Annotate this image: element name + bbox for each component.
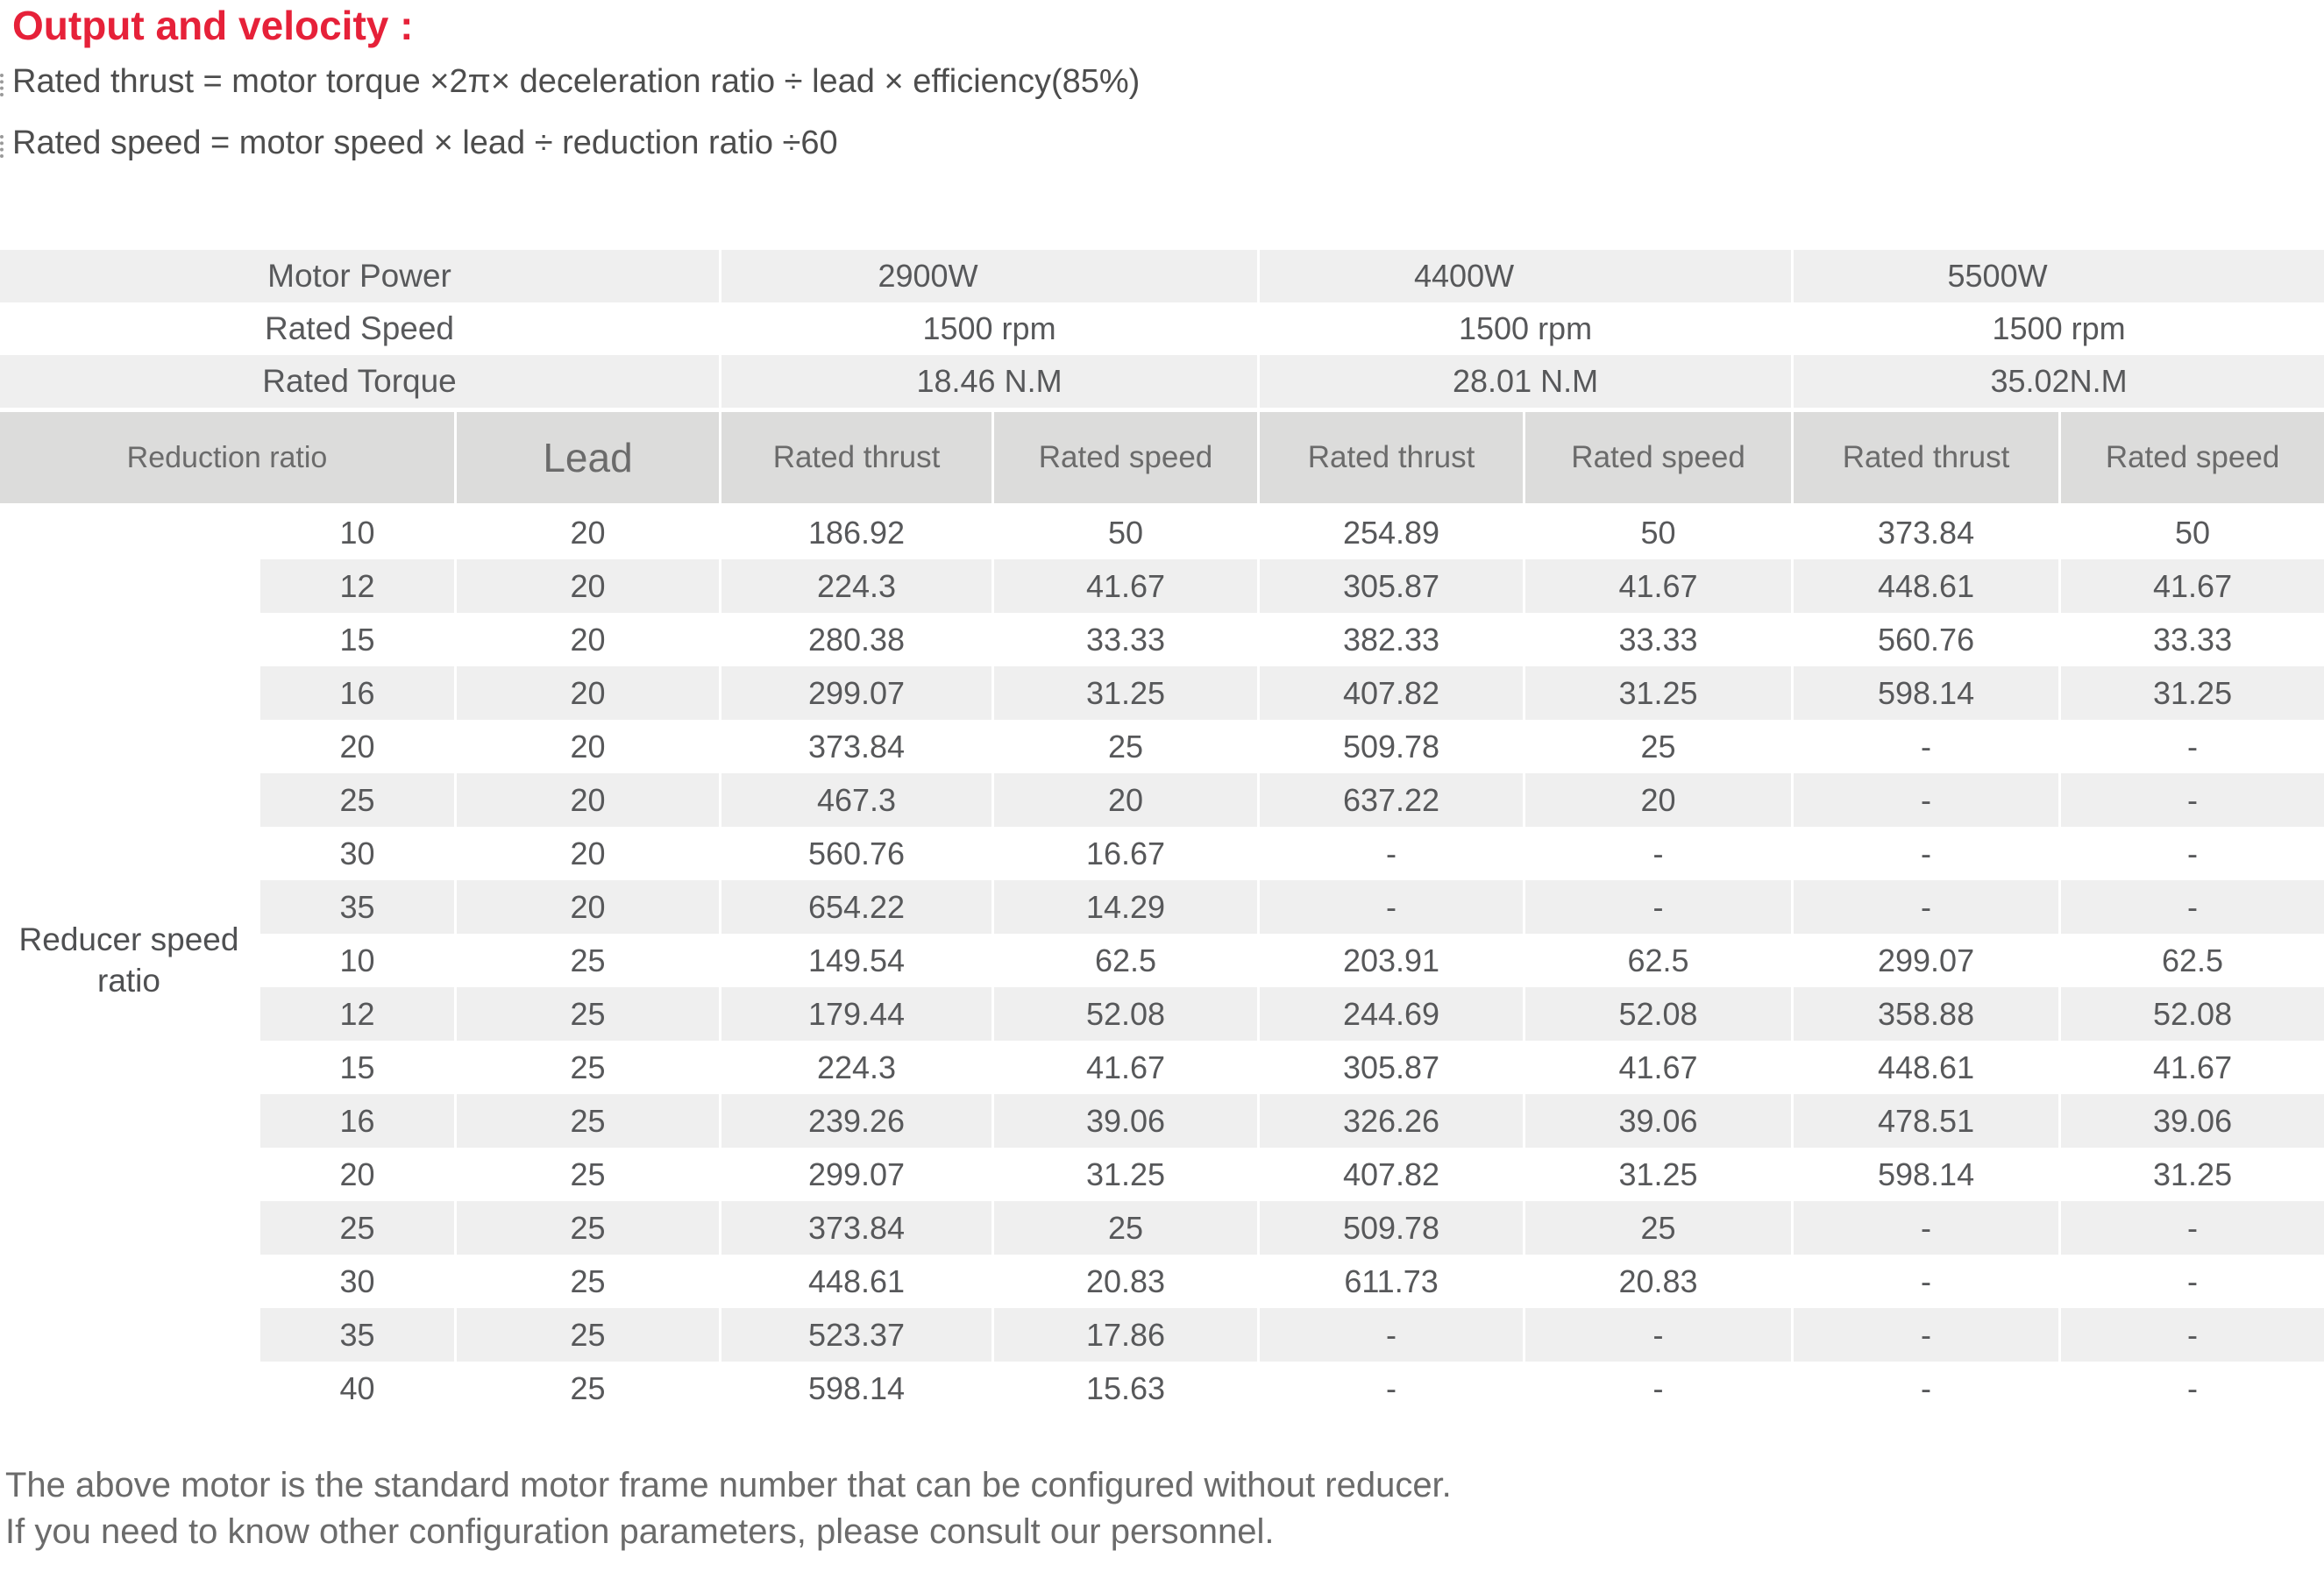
table-cell: 40: [260, 1362, 457, 1415]
table-cell: 14.29: [994, 880, 1260, 934]
table-cell: 50: [1525, 506, 1794, 559]
table-cell: 25: [457, 1201, 721, 1255]
header-rated-thrust: Rated thrust: [1260, 408, 1525, 506]
table-row: [0, 987, 2324, 1041]
row-group-label: Reducer speed ratio: [0, 506, 260, 1415]
header-rated-speed: Rated speed: [994, 408, 1260, 506]
table-cell: 20: [457, 720, 721, 773]
table-row: [0, 559, 2324, 613]
table-cell: 373.84: [721, 1201, 994, 1255]
table-cell: 31.25: [1525, 1148, 1794, 1201]
table-row: [0, 773, 2324, 827]
table-cell: 31.25: [994, 666, 1260, 720]
table-cell: 382.33: [1260, 613, 1525, 666]
table-cell: 16: [260, 1094, 457, 1148]
table-cell: 35: [260, 1308, 457, 1362]
table-row: [0, 1362, 2324, 1415]
table-cell: 25: [457, 1308, 721, 1362]
table-cell: -: [2061, 773, 2324, 827]
table-cell: -: [2061, 880, 2324, 934]
table-cell: 62.5: [1525, 934, 1794, 987]
table-row: [0, 934, 2324, 987]
table-cell: 448.61: [1794, 1041, 2061, 1094]
spec-row-rated-torque: [0, 355, 2324, 408]
table-cell: 20: [457, 880, 721, 934]
bullet-marker-icon: [0, 74, 4, 96]
table-cell: 10: [260, 506, 457, 559]
table-row: [0, 1041, 2324, 1094]
table-cell: 448.61: [721, 1255, 994, 1308]
table-cell: -: [1794, 1362, 2061, 1415]
table-cell: 16.67: [994, 827, 1260, 880]
table-cell: 373.84: [1794, 506, 2061, 559]
table-cell: 224.3: [721, 1041, 994, 1094]
table-cell: 39.06: [1525, 1094, 1794, 1148]
table-row: [0, 666, 2324, 720]
table-cell: 39.06: [2061, 1094, 2324, 1148]
formula-text: Rated thrust = motor torque ×2π× deceleration ratio ÷ lead × efficiency(85%): [12, 63, 1141, 100]
table-cell: 299.07: [721, 1148, 994, 1201]
footer-note: [5, 1462, 1452, 1555]
table-row: [0, 613, 2324, 666]
header-rated-speed: Rated speed: [2061, 408, 2324, 506]
table-cell: 20: [457, 773, 721, 827]
spec-row-rated-speed: [0, 302, 2324, 355]
table-cell: 467.3: [721, 773, 994, 827]
table-cell: 244.69: [1260, 987, 1525, 1041]
table-cell: -: [1794, 1308, 2061, 1362]
spec-label: Rated Speed: [0, 302, 721, 355]
table-cell: 25: [260, 773, 457, 827]
table-cell: 17.86: [994, 1308, 1260, 1362]
table-cell: -: [1794, 1201, 2061, 1255]
header-rated-speed: Rated speed: [1525, 408, 1794, 506]
table-cell: 224.3: [721, 559, 994, 613]
table-cell: 299.07: [1794, 934, 2061, 987]
table-cell: 41.67: [2061, 1041, 2324, 1094]
table-cell: 15.63: [994, 1362, 1260, 1415]
table-body: [0, 506, 2324, 1415]
spec-label: Rated Torque: [0, 355, 721, 408]
table-cell: 20: [994, 773, 1260, 827]
table-cell: 25: [457, 1255, 721, 1308]
table-cell: 15: [260, 1041, 457, 1094]
page-title: Output and velocity :: [12, 3, 414, 48]
table-cell: 203.91: [1260, 934, 1525, 987]
table-cell: 358.88: [1794, 987, 2061, 1041]
table-cell: 52.08: [994, 987, 1260, 1041]
table-cell: -: [1260, 1308, 1525, 1362]
table-cell: 31.25: [1525, 666, 1794, 720]
formula-rated-speed: [12, 124, 838, 162]
spec-value: 2900W: [721, 250, 1260, 302]
spec-value: 5500W: [1794, 250, 2324, 302]
table-cell: 25: [457, 934, 721, 987]
table-cell: 373.84: [721, 720, 994, 773]
table-cell: 305.87: [1260, 1041, 1525, 1094]
spec-value: 35.02N.M: [1794, 355, 2324, 408]
table-cell: 50: [2061, 506, 2324, 559]
table-cell: 560.76: [1794, 613, 2061, 666]
table-cell: 20.83: [1525, 1255, 1794, 1308]
table-cell: 20: [457, 506, 721, 559]
footer-line: The above motor is the standard motor frame number that can be configured without reducer.: [5, 1466, 1452, 1504]
table-cell: 33.33: [2061, 613, 2324, 666]
table-cell: 20: [260, 720, 457, 773]
spec-value: 28.01 N.M: [1260, 355, 1794, 408]
table-cell: 186.92: [721, 506, 994, 559]
table-cell: 598.14: [1794, 666, 2061, 720]
table-cell: -: [1794, 1255, 2061, 1308]
table-cell: 478.51: [1794, 1094, 2061, 1148]
table-row: [0, 827, 2324, 880]
table-cell: 20.83: [994, 1255, 1260, 1308]
formula-text: Rated speed = motor speed × lead ÷ reduction ratio ÷60: [12, 124, 838, 161]
table-cell: 654.22: [721, 880, 994, 934]
table-cell: 448.61: [1794, 559, 2061, 613]
table-cell: -: [1525, 880, 1794, 934]
spec-label: Motor Power: [0, 250, 721, 302]
table-cell: 33.33: [1525, 613, 1794, 666]
table-cell: -: [1794, 880, 2061, 934]
table-cell: 31.25: [2061, 666, 2324, 720]
table-cell: 50: [994, 506, 1260, 559]
table-cell: 25: [457, 1041, 721, 1094]
table-cell: 41.67: [994, 559, 1260, 613]
table-cell: 41.67: [1525, 559, 1794, 613]
table-cell: -: [1794, 827, 2061, 880]
spec-value: 18.46 N.M: [721, 355, 1260, 408]
table-cell: 149.54: [721, 934, 994, 987]
table-cell: 52.08: [2061, 987, 2324, 1041]
table-cell: 25: [457, 1094, 721, 1148]
table-cell: -: [2061, 1308, 2324, 1362]
table-cell: 25: [457, 1362, 721, 1415]
table-cell: 299.07: [721, 666, 994, 720]
table-cell: 30: [260, 827, 457, 880]
table-cell: 509.78: [1260, 720, 1525, 773]
table-cell: -: [2061, 827, 2324, 880]
table-cell: 25: [457, 1148, 721, 1201]
table-row: [0, 1148, 2324, 1201]
table-cell: 20: [457, 559, 721, 613]
table-cell: 25: [1525, 1201, 1794, 1255]
spec-value: 1500 rpm: [721, 302, 1260, 355]
table-row: [0, 880, 2324, 934]
spec-value: 4400W: [1260, 250, 1794, 302]
table-cell: 560.76: [721, 827, 994, 880]
table-cell: 20: [457, 827, 721, 880]
table-cell: -: [1260, 827, 1525, 880]
header-lead: Lead: [457, 408, 721, 506]
table-cell: 41.67: [1525, 1041, 1794, 1094]
table-cell: 25: [260, 1201, 457, 1255]
header-rated-thrust: Rated thrust: [1794, 408, 2061, 506]
table-cell: 15: [260, 613, 457, 666]
table-cell: 25: [994, 720, 1260, 773]
table-cell: -: [1260, 880, 1525, 934]
table-row: [0, 1255, 2324, 1308]
table-cell: -: [2061, 1255, 2324, 1308]
table-cell: 407.82: [1260, 666, 1525, 720]
spec-value: 1500 rpm: [1794, 302, 2324, 355]
output-velocity-table: [0, 250, 2324, 1415]
table-cell: 10: [260, 934, 457, 987]
table-cell: 20: [1525, 773, 1794, 827]
table-cell: 20: [457, 613, 721, 666]
table-cell: 41.67: [2061, 559, 2324, 613]
table-cell: 31.25: [994, 1148, 1260, 1201]
table-cell: -: [2061, 1362, 2324, 1415]
table-cell: 16: [260, 666, 457, 720]
table-cell: -: [1794, 773, 2061, 827]
table-cell: 25: [994, 1201, 1260, 1255]
table-cell: 35: [260, 880, 457, 934]
column-header-row: [0, 408, 2324, 506]
spec-value: 1500 rpm: [1260, 302, 1794, 355]
table-row: [0, 1308, 2324, 1362]
table-cell: 179.44: [721, 987, 994, 1041]
table-cell: 62.5: [994, 934, 1260, 987]
table-cell: 31.25: [2061, 1148, 2324, 1201]
formula-rated-thrust: [12, 63, 1140, 101]
footer-line: If you need to know other configuration parameters, please consult our personnel.: [5, 1512, 1275, 1551]
table-cell: -: [1525, 1362, 1794, 1415]
table-cell: -: [1525, 1308, 1794, 1362]
table-cell: 509.78: [1260, 1201, 1525, 1255]
table-cell: 12: [260, 559, 457, 613]
table-cell: 52.08: [1525, 987, 1794, 1041]
table-cell: 41.67: [994, 1041, 1260, 1094]
table-cell: 239.26: [721, 1094, 994, 1148]
table-cell: 280.38: [721, 613, 994, 666]
table-cell: 523.37: [721, 1308, 994, 1362]
table-cell: 25: [457, 987, 721, 1041]
bullet-marker-icon: [0, 135, 4, 158]
table-cell: 12: [260, 987, 457, 1041]
table-cell: -: [2061, 1201, 2324, 1255]
table-cell: -: [1794, 720, 2061, 773]
header-rated-thrust: Rated thrust: [721, 408, 994, 506]
table-row: [0, 1094, 2324, 1148]
table-row: [0, 1201, 2324, 1255]
table-cell: 611.73: [1260, 1255, 1525, 1308]
table-cell: 33.33: [994, 613, 1260, 666]
table-row: [0, 720, 2324, 773]
spec-row-motor-power: [0, 250, 2324, 302]
table-cell: 20: [260, 1148, 457, 1201]
table-cell: 326.26: [1260, 1094, 1525, 1148]
table-cell: 305.87: [1260, 559, 1525, 613]
table-cell: 598.14: [1794, 1148, 2061, 1201]
table-cell: 254.89: [1260, 506, 1525, 559]
table-cell: 39.06: [994, 1094, 1260, 1148]
table-cell: 30: [260, 1255, 457, 1308]
table-cell: -: [2061, 720, 2324, 773]
header-reduction-ratio: Reduction ratio: [0, 408, 457, 506]
table-cell: 20: [457, 666, 721, 720]
table-cell: 637.22: [1260, 773, 1525, 827]
table-cell: 598.14: [721, 1362, 994, 1415]
table-cell: 62.5: [2061, 934, 2324, 987]
table-cell: -: [1260, 1362, 1525, 1415]
table-row: [0, 506, 2324, 559]
table-cell: 407.82: [1260, 1148, 1525, 1201]
table-cell: -: [1525, 827, 1794, 880]
table-cell: 25: [1525, 720, 1794, 773]
